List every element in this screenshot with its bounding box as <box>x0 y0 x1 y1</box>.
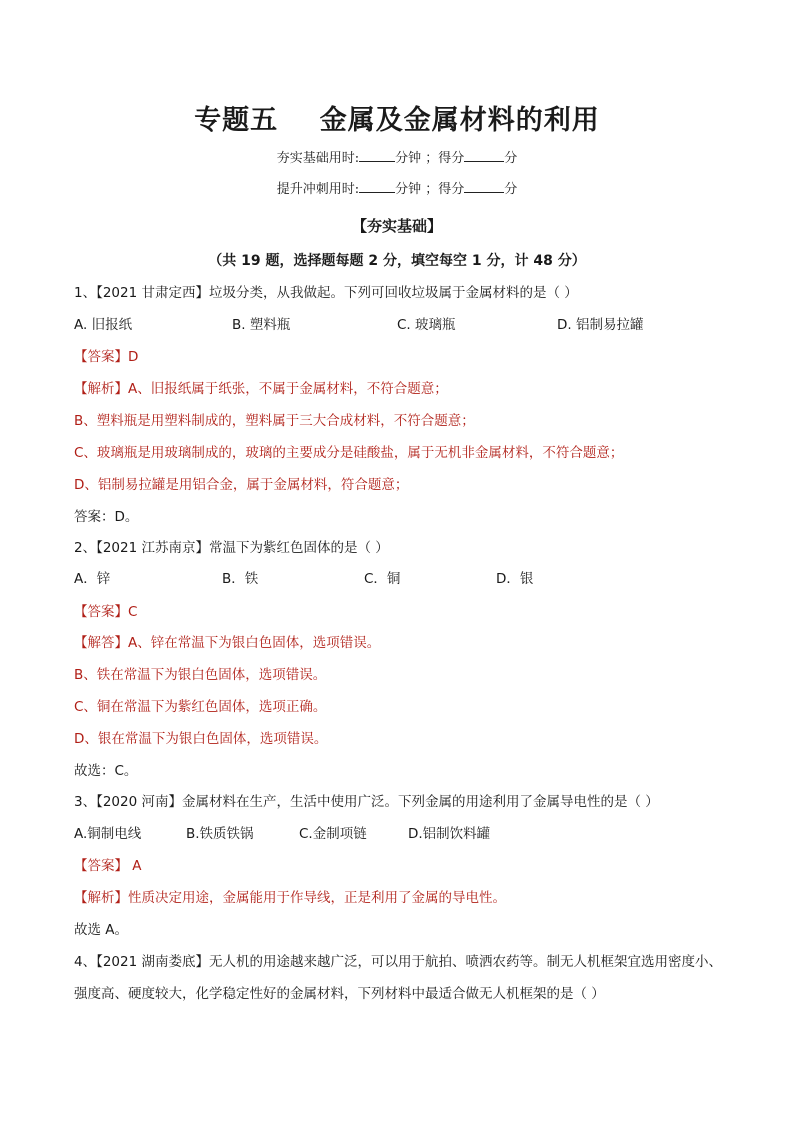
q2-analysis-line: B、铁在常温下为银白色固体，选项错误。 <box>74 667 327 683</box>
q3-analysis-line: 【解析】性质决定用途，金属能用于作导线，正是利用了金属的导电性。 <box>74 890 506 906</box>
question-3-stem: 3、【2020 河南】金属材料在生产，生活中使用广泛。下列金属的用途利用了金属导电性的是（ ） <box>74 794 659 810</box>
q3-option-d: D.铝制饮料罐 <box>408 826 491 842</box>
section-subtitle: （共 19 题，选择题每题 2 分，填空每空 1 分，计 48 分） <box>208 253 586 269</box>
q2-option-d: D．银 <box>496 571 534 587</box>
q2-option-c: C．铜 <box>364 571 401 587</box>
q1-answer: 【答案】D <box>74 349 139 365</box>
section-title: 【夯实基础】 <box>351 217 442 235</box>
q2-option-a: A．锌 <box>74 571 111 587</box>
q1-option-c: C. 玻璃瓶 <box>397 317 456 333</box>
q2-analysis-line: 【解答】A、锌在常温下为银白色固体，选项错误。 <box>74 635 381 651</box>
question-4-stem-line1: 4、【2021 湖南娄底】无人机的用途越来越广泛，可以用于航拍、喷洒农药等。制无人机框架宜选用密度小、 <box>74 954 722 970</box>
minutes-blank <box>359 180 395 193</box>
timing-line-basic <box>0 147 794 166</box>
q2-analysis-line: D、银在常温下为银白色固体，选项错误。 <box>74 731 328 747</box>
q1-analysis-line: B、塑料瓶是用塑料制成的，塑料属于三大合成材料，不符合题意； <box>74 413 475 429</box>
q1-analysis-line: 【解析】A、旧报纸属于纸张，不属于金属材料，不符合题意； <box>74 381 448 397</box>
timing-label: 夯实基础用时: <box>276 151 360 166</box>
score-blank <box>464 149 504 162</box>
timing-unit-score: 分 <box>504 182 518 197</box>
q3-answer: 【答案】 A <box>74 858 142 874</box>
timing-unit-score: 分 <box>504 151 518 166</box>
timing-line-advanced <box>0 178 794 197</box>
q3-option-a: A.铜制电线 <box>74 826 142 842</box>
question-1-stem: 1、【2021 甘肃定西】垃圾分类，从我做起。下列可回收垃圾属于金属材料的是（ ） <box>74 285 578 301</box>
q2-answer: 【答案】C <box>74 604 138 620</box>
minutes-blank <box>359 149 395 162</box>
q1-option-a: A. 旧报纸 <box>74 317 133 333</box>
timing-label: 提升冲刺用时: <box>276 182 360 197</box>
q3-option-b: B.铁质铁锅 <box>186 826 254 842</box>
q1-analysis-line: C、玻璃瓶是用玻璃制成的，玻璃的主要成分是硅酸盐，属于无机非金属材料，不符合题意； <box>74 445 624 461</box>
question-4-stem-line2: 强度高、硬度较大，化学稳定性好的金属材料，下列材料中最适合做无人机框架的是（ ） <box>74 986 605 1002</box>
q1-option-b: B. 塑料瓶 <box>232 317 291 333</box>
question-2-stem: 2、【2021 江苏南京】常温下为紫红色固体的是（ ） <box>74 540 389 556</box>
q3-final: 故选 A。 <box>74 922 129 938</box>
score-blank <box>464 180 504 193</box>
timing-unit: 分钟 ；得分 <box>395 182 465 197</box>
q3-option-c: C.金制项链 <box>299 826 367 842</box>
q1-analysis-line: D、铝制易拉罐是用铝合金，属于金属材料，符合题意； <box>74 477 409 493</box>
q1-final: 答案：D。 <box>74 509 139 525</box>
q1-option-d: D. 铝制易拉罐 <box>557 317 644 333</box>
q2-analysis-line: C、铜在常温下为紫红色固体，选项正确。 <box>74 699 327 715</box>
page-title: 专题五 金属及金属材料的利用 <box>194 105 600 136</box>
timing-unit: 分钟 ；得分 <box>395 151 465 166</box>
q2-final: 故选：C。 <box>74 763 138 779</box>
q2-option-b: B．铁 <box>222 571 259 587</box>
